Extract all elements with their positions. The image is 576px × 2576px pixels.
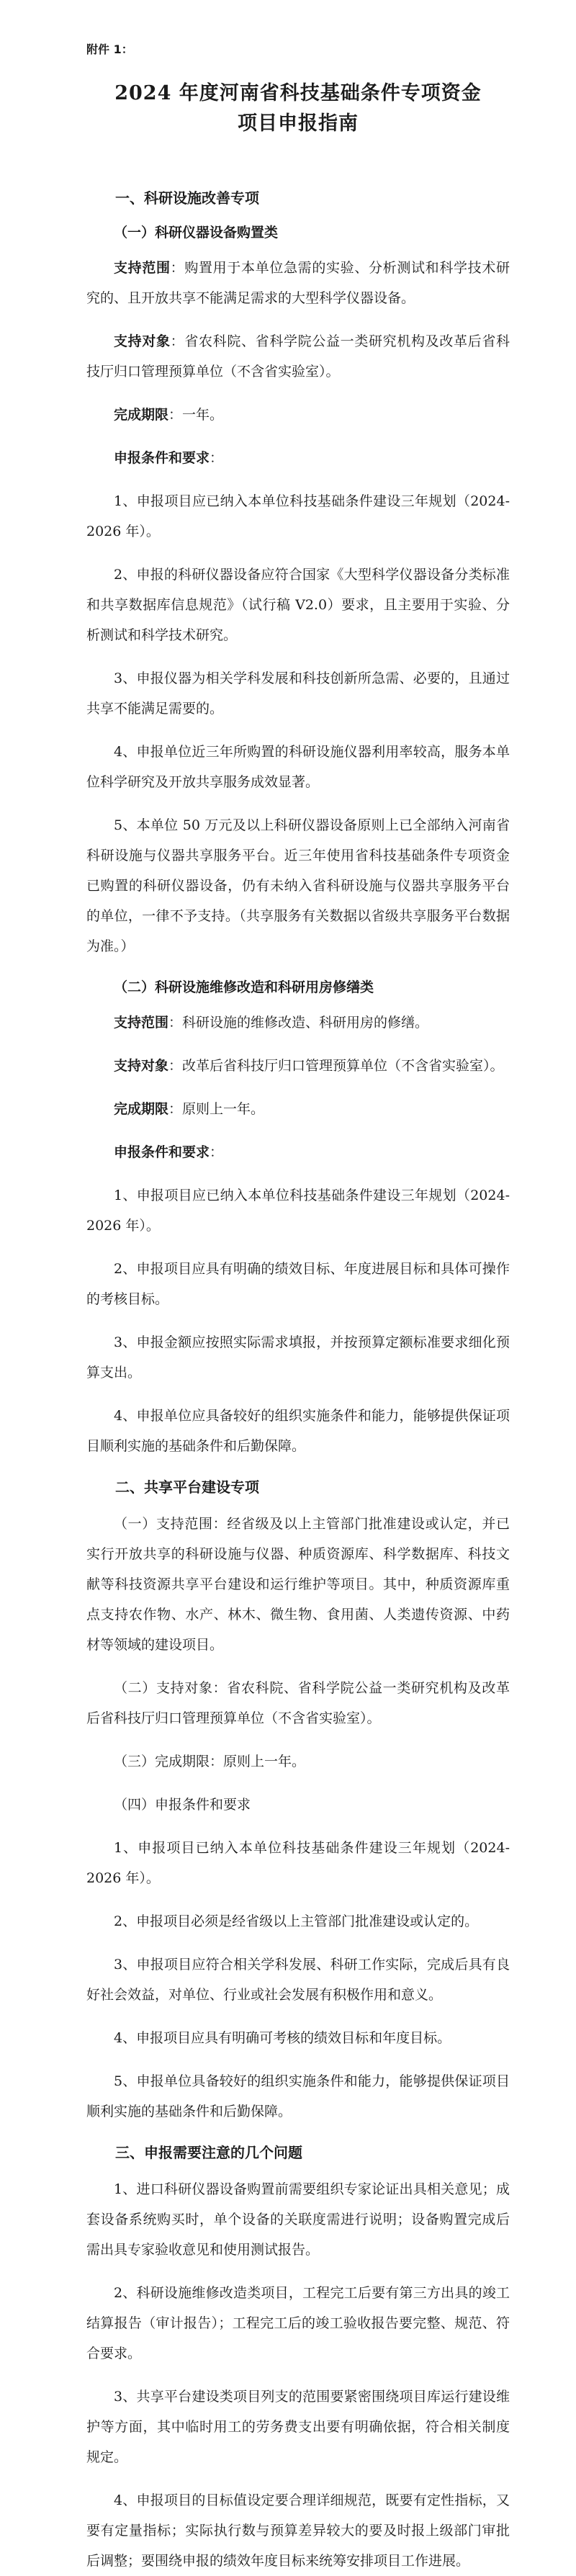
list-item: 4、申报单位近三年所购置的科研设施仪器利用率较高，服务本单位科学研究及开放共享服务成效显著。: [86, 744, 510, 790]
req-label: 申报条件和要求: [114, 1144, 210, 1160]
req-colon: ：: [210, 450, 224, 466]
list-item: 4、申报项目应具有明确可考核的绩效目标和年度目标。: [114, 2030, 451, 2046]
list-item: 2、申报的科研仪器设备应符合国家《大型科学仪器设备分类标准和共享数据库信息规范》（试行稿 V2.0）要求，且主要用于实验、分析测试和科学技术研究。: [86, 567, 510, 643]
section-2-heading: 二、共享平台建设专项: [115, 1478, 259, 1496]
section-1-2-scope: [86, 1007, 510, 1038]
period-text: ：一年。: [168, 407, 224, 423]
section-1-2-heading: （二）科研设施维修改造和科研用房修缮类: [114, 979, 374, 995]
section-2-scope: （一）支持范围：经省级及以上主管部门批准建设或认定，并已实行开放共享的科研设施与仪器、种质资源库、科学数据库、科技文献等科技资源共享平台建设和运行维护等项目。其中，种质资源库重点支持农作物、水产、林木、微生物、食用菌、人类遗传资源、中药材等领域的建设项目。: [86, 1516, 510, 1653]
list-item: 3、共享平台建设类项目列支的范围要紧密围绕项目库运行建设维护等方面，其中临时用工的劳务费支出要有明确依据，符合相关制度规定。: [86, 2389, 510, 2465]
list-item: 2、科研设施维修改造类项目，工程完工后要有第三方出具的竣工结算报告（审计报告）；工程完工后的竣工验收报告要完整、规范、符合要求。: [86, 2285, 510, 2361]
document-title: [86, 78, 510, 139]
list-item: 4、申报单位应具备较好的组织实施条件和能力，能够提供保证项目顺利实施的基础条件和后勤保障。: [86, 1408, 510, 1454]
section-1-2-req-heading: [86, 1137, 510, 1167]
list-item: 2、申报项目应具有明确的绩效目标、年度进展目标和具体可操作的考核目标。: [86, 1261, 510, 1307]
list-item: 1、进口科研仪器设备购置前需要组织专家论证出具相关意见；成套设备系统购买时，单个设备的关联度需进行说明；设备购置完成后需出具专家验收意见和使用测试报告。: [86, 2181, 510, 2258]
list-item: 4、申报项目的目标值设定要合理详细规范，既要有定性指标，又要有定量指标；实际执行数与预算差异较大的要及时报上级部门审批后调整；要围绕申报的绩效年度目标来统筹安排项目工作进展。: [86, 2492, 510, 2569]
target-label: 支持对象: [114, 333, 171, 349]
list-item: 2、申报项目必须是经省级以上主管部门批准建设或认定的。: [114, 1913, 479, 1929]
req-colon: ：: [210, 1144, 224, 1160]
section-1-2-period: [86, 1094, 510, 1124]
list-item: 3、申报项目应符合相关学科发展、科研工作实际，完成后具有良好社会效益，对单位、行业或社会发展有积极作用和意义。: [86, 1957, 510, 2003]
section-1-1-scope: [86, 253, 510, 313]
attachment-label: 附件 1：: [86, 42, 133, 56]
section-2-req-heading: （四）申报条件和要求: [114, 1797, 251, 1813]
section-1-1-period: [86, 400, 510, 430]
title-line-1: 2024 年度河南省科技基础条件专项资金: [114, 82, 482, 104]
list-item: 1、申报项目已纳入本单位科技基础条件建设三年规划（2024-2026 年）。: [86, 1840, 510, 1886]
target-label: 支持对象: [114, 1058, 169, 1074]
period-label: 完成期限: [114, 407, 169, 423]
scope-text: ：科研设施的维修改造、科研用房的修缮。: [168, 1015, 429, 1031]
target-text: ：省农科院、省科学院公益一类研究机构及改革后省科技厅归口管理预算单位（不含省实验室）。: [86, 333, 510, 380]
section-1-heading: 一、科研设施改善专项: [115, 189, 259, 207]
period-text: ：原则上一年。: [168, 1101, 265, 1117]
list-item: 5、本单位 50 万元及以上科研仪器设备原则上已全部纳入河南省科研设施与仪器共享服务平台。近三年使用省科技基础条件专项资金已购置的科研仪器设备，仍有未纳入省科研设施与仪器共享服务平台的单位，一律不予支持。（共享服务有关数据以省级共享服务平台数据为准。）: [86, 817, 510, 954]
section-1-1-target: [86, 326, 510, 387]
section-1-1-req-heading: [86, 443, 510, 473]
scope-label: 支持范围: [114, 260, 171, 276]
req-label: 申报条件和要求: [114, 450, 210, 466]
list-item: 1、申报项目应已纳入本单位科技基础条件建设三年规划（2024-2026 年）。: [86, 493, 510, 539]
target-text: ：改革后省科技厅归口管理预算单位（不含省实验室）。: [168, 1058, 504, 1074]
list-item: 3、申报金额应按照实际需求填报，并按预算定额标准要求细化预算支出。: [86, 1334, 510, 1381]
scope-label: 支持范围: [114, 1015, 169, 1031]
section-2-target: （二）支持对象：省农科院、省科学院公益一类研究机构及改革后省科技厅归口管理预算单位（不含省实验室）。: [86, 1680, 510, 1726]
scope-text: ：购置用于本单位急需的实验、分析测试和科学技术研究的、且开放共享不能满足需求的大型科学仪器设备。: [86, 260, 510, 306]
list-item: 3、申报仪器为相关学科发展和科技创新所急需、必要的，且通过共享不能满足需要的。: [86, 670, 510, 717]
list-item: 1、申报项目应已纳入本单位科技基础条件建设三年规划（2024-2026 年）。: [86, 1188, 510, 1234]
section-2-period: （三）完成期限：原则上一年。: [114, 1754, 306, 1769]
section-3-heading: 三、申报需要注意的几个问题: [115, 2144, 302, 2161]
list-item: 5、申报单位具备较好的组织实施条件和能力，能够提供保证项目顺利实施的基础条件和后勤保障。: [86, 2073, 510, 2119]
period-label: 完成期限: [114, 1101, 169, 1117]
section-1-1-heading: （一）科研仪器设备购置类: [114, 225, 279, 241]
section-1-2-target: [86, 1051, 510, 1081]
title-line-2: 项目申报指南: [238, 112, 359, 135]
